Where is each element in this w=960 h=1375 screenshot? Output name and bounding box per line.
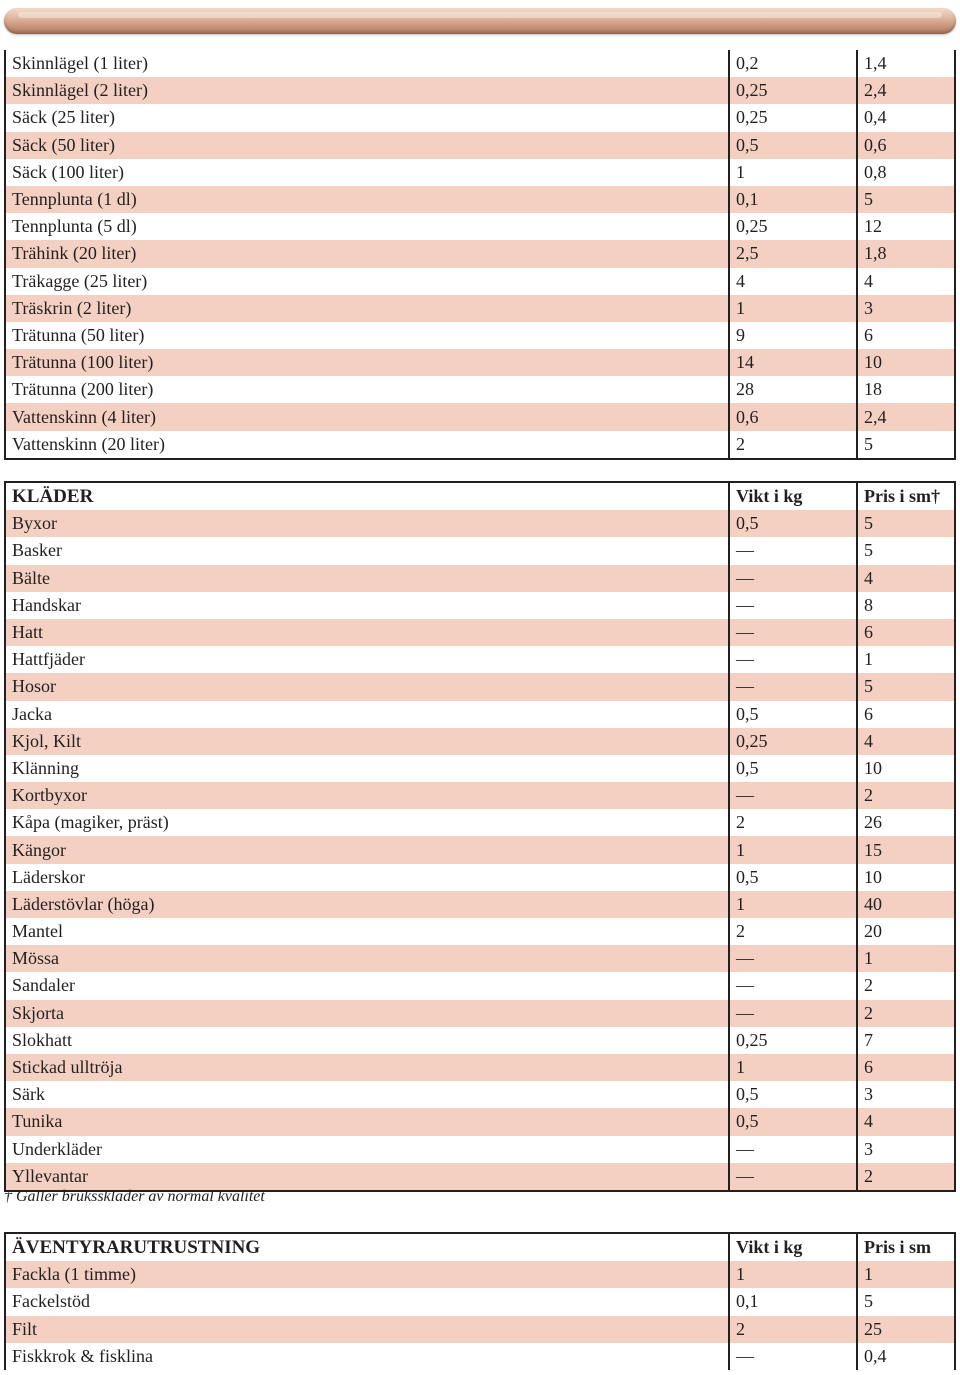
item-name: Jacka bbox=[5, 701, 729, 728]
table-row bbox=[5, 1081, 955, 1108]
item-weight: — bbox=[729, 1163, 857, 1191]
item-name: Yllevantar bbox=[5, 1163, 729, 1191]
clothes-table bbox=[4, 481, 956, 1192]
item-weight: — bbox=[729, 646, 857, 673]
item-name: Läderstövlar (höga) bbox=[5, 891, 729, 918]
adventure-table-body bbox=[5, 1233, 955, 1370]
adventure-table-header bbox=[5, 1233, 955, 1261]
item-price: 0,4 bbox=[857, 1343, 955, 1370]
item-price: 2 bbox=[857, 1163, 955, 1191]
item-price: 0,8 bbox=[857, 159, 955, 186]
item-name: Byxor bbox=[5, 510, 729, 537]
header-category: KLÄDER bbox=[5, 482, 729, 510]
item-price: 1 bbox=[857, 945, 955, 972]
item-weight: 0,6 bbox=[729, 403, 857, 430]
item-name: Kortbyxor bbox=[5, 782, 729, 809]
item-price: 5 bbox=[857, 1288, 955, 1315]
table-row bbox=[5, 186, 955, 213]
item-name: Träskrin (2 liter) bbox=[5, 295, 729, 322]
table-row bbox=[5, 673, 955, 700]
item-weight: 2,5 bbox=[729, 240, 857, 267]
table-row bbox=[5, 50, 955, 77]
item-price: 2 bbox=[857, 1000, 955, 1027]
item-price: 12 bbox=[857, 213, 955, 240]
item-name: Mantel bbox=[5, 918, 729, 945]
table-row bbox=[5, 592, 955, 619]
item-weight: — bbox=[729, 972, 857, 999]
item-weight: 0,25 bbox=[729, 104, 857, 131]
item-price: 6 bbox=[857, 701, 955, 728]
item-name: Kjol, Kilt bbox=[5, 728, 729, 755]
table-row bbox=[5, 728, 955, 755]
table-row bbox=[5, 431, 955, 459]
item-name: Underkläder bbox=[5, 1136, 729, 1163]
table-row bbox=[5, 809, 955, 836]
item-name: Särk bbox=[5, 1081, 729, 1108]
header-weight: Vikt i kg bbox=[729, 1233, 857, 1261]
item-price: 1 bbox=[857, 1261, 955, 1288]
item-name: Hosor bbox=[5, 673, 729, 700]
item-weight: 0,25 bbox=[729, 1027, 857, 1054]
item-name: Skjorta bbox=[5, 1000, 729, 1027]
item-weight: 0,25 bbox=[729, 77, 857, 104]
header-category: ÄVENTYRARUTRUSTNING bbox=[5, 1233, 729, 1261]
item-weight: 2 bbox=[729, 918, 857, 945]
table-row bbox=[5, 213, 955, 240]
item-name: Trähink (20 liter) bbox=[5, 240, 729, 267]
item-name: Basker bbox=[5, 537, 729, 564]
item-price: 2 bbox=[857, 972, 955, 999]
item-price: 7 bbox=[857, 1027, 955, 1054]
table-row bbox=[5, 132, 955, 159]
item-weight: 0,5 bbox=[729, 755, 857, 782]
table-row bbox=[5, 376, 955, 403]
item-name: Vattenskinn (4 liter) bbox=[5, 403, 729, 430]
clothes-table-header bbox=[5, 482, 955, 510]
item-weight: 1 bbox=[729, 295, 857, 322]
item-weight: 0,5 bbox=[729, 864, 857, 891]
item-weight: 0,1 bbox=[729, 186, 857, 213]
table-row bbox=[5, 1054, 955, 1081]
item-price: 1,8 bbox=[857, 240, 955, 267]
item-price: 25 bbox=[857, 1316, 955, 1343]
item-name: Fiskkrok & fisklina bbox=[5, 1343, 729, 1370]
item-price: 40 bbox=[857, 891, 955, 918]
item-weight: 0,5 bbox=[729, 132, 857, 159]
item-price: 6 bbox=[857, 619, 955, 646]
item-name: Fackla (1 timme) bbox=[5, 1261, 729, 1288]
item-name: Skinnlägel (1 liter) bbox=[5, 50, 729, 77]
table-row bbox=[5, 240, 955, 267]
item-weight: — bbox=[729, 1343, 857, 1370]
item-price: 1 bbox=[857, 646, 955, 673]
item-weight: — bbox=[729, 565, 857, 592]
item-price: 4 bbox=[857, 268, 955, 295]
item-weight: 2 bbox=[729, 809, 857, 836]
table-row bbox=[5, 537, 955, 564]
item-price: 5 bbox=[857, 431, 955, 459]
item-weight: — bbox=[729, 673, 857, 700]
item-name: Tennplunta (1 dl) bbox=[5, 186, 729, 213]
item-name: Fackelstöd bbox=[5, 1288, 729, 1315]
item-weight: 28 bbox=[729, 376, 857, 403]
item-name: Säck (50 liter) bbox=[5, 132, 729, 159]
item-name: Tennplunta (5 dl) bbox=[5, 213, 729, 240]
table-row bbox=[5, 945, 955, 972]
item-price: 0,6 bbox=[857, 132, 955, 159]
item-name: Mössa bbox=[5, 945, 729, 972]
item-weight: 14 bbox=[729, 349, 857, 376]
item-weight: 0,5 bbox=[729, 510, 857, 537]
item-price: 8 bbox=[857, 592, 955, 619]
item-price: 1,4 bbox=[857, 50, 955, 77]
table-row bbox=[5, 755, 955, 782]
item-price: 5 bbox=[857, 510, 955, 537]
item-price: 10 bbox=[857, 755, 955, 782]
table-row bbox=[5, 295, 955, 322]
item-weight: 9 bbox=[729, 322, 857, 349]
item-name: Hatt bbox=[5, 619, 729, 646]
item-price: 2,4 bbox=[857, 77, 955, 104]
item-name: Trätunna (100 liter) bbox=[5, 349, 729, 376]
item-weight: — bbox=[729, 1000, 857, 1027]
table-row bbox=[5, 1261, 955, 1288]
table-row bbox=[5, 836, 955, 863]
item-name: Trätunna (200 liter) bbox=[5, 376, 729, 403]
table-row bbox=[5, 565, 955, 592]
item-price: 5 bbox=[857, 537, 955, 564]
item-price: 18 bbox=[857, 376, 955, 403]
item-weight: 4 bbox=[729, 268, 857, 295]
item-weight: 0,25 bbox=[729, 213, 857, 240]
item-price: 15 bbox=[857, 836, 955, 863]
item-price: 20 bbox=[857, 918, 955, 945]
item-name: Säck (100 liter) bbox=[5, 159, 729, 186]
table-row bbox=[5, 891, 955, 918]
item-weight: 1 bbox=[729, 1261, 857, 1288]
item-price: 4 bbox=[857, 1108, 955, 1135]
item-price: 6 bbox=[857, 322, 955, 349]
item-name: Kåpa (magiker, präst) bbox=[5, 809, 729, 836]
item-name: Sandaler bbox=[5, 972, 729, 999]
decorative-banner bbox=[4, 8, 956, 34]
table-row bbox=[5, 1000, 955, 1027]
containers-table bbox=[4, 50, 956, 460]
header-price: Pris i sm bbox=[857, 1233, 955, 1261]
item-name: Hattfjäder bbox=[5, 646, 729, 673]
item-name: Trätunna (50 liter) bbox=[5, 322, 729, 349]
item-price: 3 bbox=[857, 295, 955, 322]
item-price: 3 bbox=[857, 1136, 955, 1163]
item-weight: 2 bbox=[729, 431, 857, 459]
item-name: Träkagge (25 liter) bbox=[5, 268, 729, 295]
table-row bbox=[5, 782, 955, 809]
item-weight: 0,5 bbox=[729, 1081, 857, 1108]
clothes-table-body bbox=[5, 482, 955, 1191]
item-weight: 1 bbox=[729, 891, 857, 918]
table-row bbox=[5, 1108, 955, 1135]
item-weight: 1 bbox=[729, 1054, 857, 1081]
header-price: Pris i sm† bbox=[857, 482, 955, 510]
table-row bbox=[5, 972, 955, 999]
table-row bbox=[5, 619, 955, 646]
table-row bbox=[5, 159, 955, 186]
item-name: Läderskor bbox=[5, 864, 729, 891]
item-name: Bälte bbox=[5, 565, 729, 592]
item-price: 4 bbox=[857, 565, 955, 592]
item-weight: — bbox=[729, 592, 857, 619]
item-price: 6 bbox=[857, 1054, 955, 1081]
item-price: 0,4 bbox=[857, 104, 955, 131]
adventure-table bbox=[4, 1232, 956, 1370]
item-weight: — bbox=[729, 1136, 857, 1163]
clothes-footnote: † Gäller bruksskläder av normal kvalitet bbox=[4, 1188, 265, 1205]
table-row bbox=[5, 349, 955, 376]
table-row bbox=[5, 510, 955, 537]
item-weight: 1 bbox=[729, 836, 857, 863]
table-row bbox=[5, 918, 955, 945]
item-price: 5 bbox=[857, 673, 955, 700]
item-price: 10 bbox=[857, 349, 955, 376]
table-row bbox=[5, 1288, 955, 1315]
table-row bbox=[5, 403, 955, 430]
item-weight: 2 bbox=[729, 1316, 857, 1343]
item-price: 4 bbox=[857, 728, 955, 755]
table-row bbox=[5, 1027, 955, 1054]
table-row bbox=[5, 322, 955, 349]
item-name: Skinnlägel (2 liter) bbox=[5, 77, 729, 104]
item-name: Stickad ulltröja bbox=[5, 1054, 729, 1081]
item-name: Handskar bbox=[5, 592, 729, 619]
table-row bbox=[5, 701, 955, 728]
table-row bbox=[5, 646, 955, 673]
item-weight: 0,2 bbox=[729, 50, 857, 77]
item-name: Vattenskinn (20 liter) bbox=[5, 431, 729, 459]
item-weight: 0,5 bbox=[729, 701, 857, 728]
item-weight: — bbox=[729, 537, 857, 564]
item-weight: — bbox=[729, 619, 857, 646]
item-weight: — bbox=[729, 782, 857, 809]
item-weight: — bbox=[729, 945, 857, 972]
item-price: 2 bbox=[857, 782, 955, 809]
item-price: 3 bbox=[857, 1081, 955, 1108]
item-weight: 0,25 bbox=[729, 728, 857, 755]
item-name: Säck (25 liter) bbox=[5, 104, 729, 131]
item-weight: 0,1 bbox=[729, 1288, 857, 1315]
table-row bbox=[5, 1136, 955, 1163]
table-row bbox=[5, 1316, 955, 1343]
table-row bbox=[5, 864, 955, 891]
item-name: Slokhatt bbox=[5, 1027, 729, 1054]
table-row bbox=[5, 104, 955, 131]
item-name: Kängor bbox=[5, 836, 729, 863]
table-row bbox=[5, 1343, 955, 1370]
item-price: 2,4 bbox=[857, 403, 955, 430]
item-price: 26 bbox=[857, 809, 955, 836]
item-price: 10 bbox=[857, 864, 955, 891]
header-weight: Vikt i kg bbox=[729, 482, 857, 510]
table-row bbox=[5, 268, 955, 295]
containers-table-body bbox=[5, 50, 955, 459]
table-row bbox=[5, 1163, 955, 1191]
item-name: Tunika bbox=[5, 1108, 729, 1135]
item-name: Filt bbox=[5, 1316, 729, 1343]
item-price: 5 bbox=[857, 186, 955, 213]
item-name: Klänning bbox=[5, 755, 729, 782]
item-weight: 1 bbox=[729, 159, 857, 186]
item-weight: 0,5 bbox=[729, 1108, 857, 1135]
table-row bbox=[5, 77, 955, 104]
